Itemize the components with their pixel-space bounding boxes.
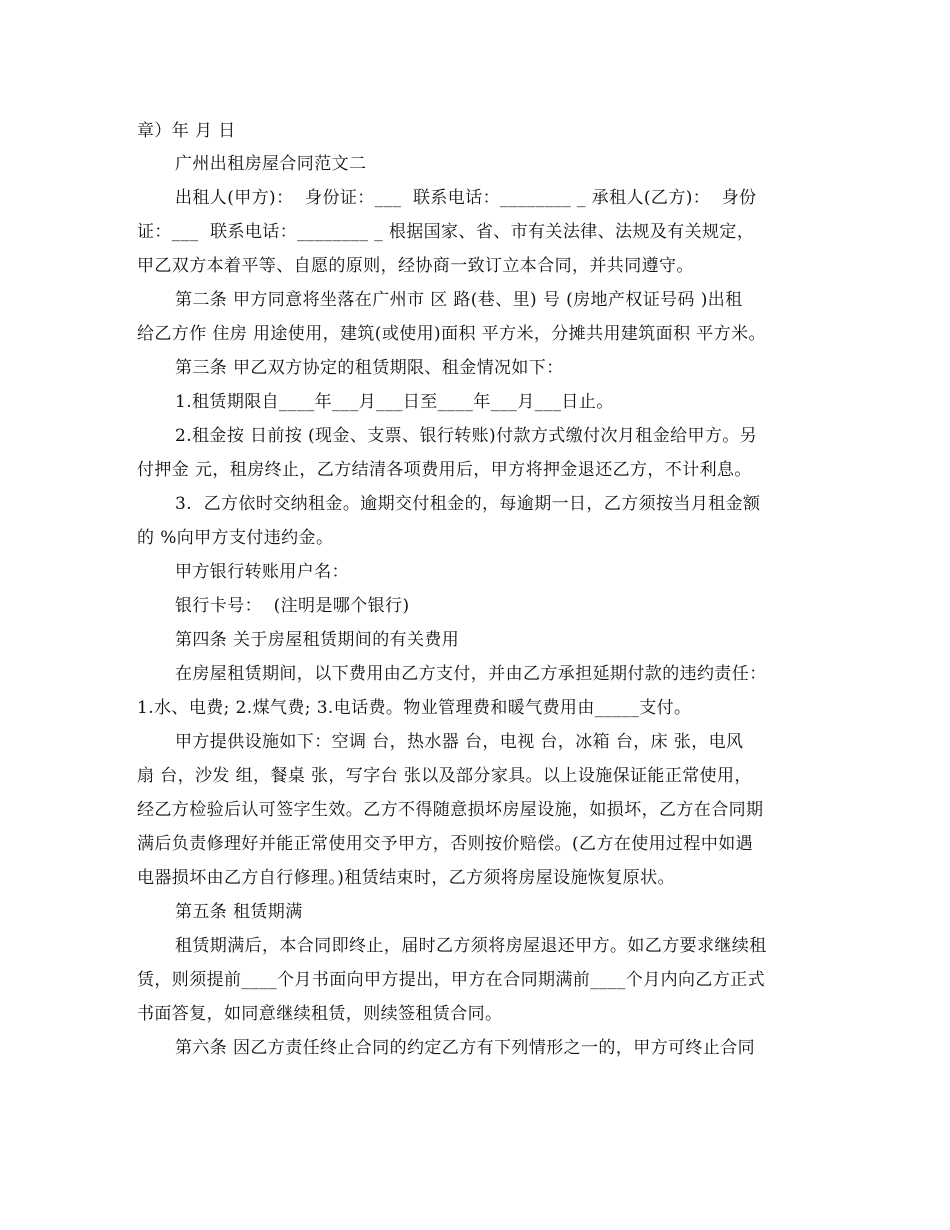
text-line: 银行卡号： (注明是哪个银行) [175,596,410,616]
text-line: 甲方银行转账用户名： [175,562,349,582]
text-line: 满后负责修理好并能正常使用交予甲方，否则按价赔偿。(乙方在使用过程中如遇 [137,834,754,854]
text-line: 章）年 月 日 [137,121,236,141]
text-line: 1.水、电费; 2.煤气费; 3.电话费。物业管理费和暖气费用由_____支付。 [137,698,692,718]
text-line: 书面答复，如同意继续租赁，则续签租赁合同。 [137,1004,503,1024]
text-line: 租赁期满后，本合同即终止，届时乙方须将房屋退还甲方。如乙方要求继续租 [175,936,767,956]
text-line: 1.租赁期限自____年___月___日至____年___月___日止。 [175,392,614,412]
text-line: 经乙方检验后认可签字生效。乙方不得随意损坏房屋设施，如损坏，乙方在合同期 [137,800,764,820]
clause-heading: 第四条 关于房屋租赁期间的有关费用 [175,630,460,650]
text-line: 在房屋租赁期间，以下费用由乙方支付，并由乙方承担延期付款的违约责任： [175,664,767,684]
clause-heading: 第三条 甲乙双方协定的租赁期限、租金情况如下： [175,358,564,378]
text-line: 的 %向甲方支付违约金。 [137,528,334,548]
text-line: 给乙方作 住房 用途使用，建筑(或使用)面积 平方米，分摊共用建筑面积 平方米。 [137,324,766,344]
text-line: 扇 台，沙发 组，餐桌 张，写字台 张以及部分家具。以上设施保证能正常使用， [137,766,752,786]
text-line: 2.租金按 日前按 (现金、支票、银行转账)付款方式缴付次月租金给甲方。另 [175,426,758,446]
text-line: 证：___ 联系电话：________ _ 根据国家、省、市有关法律、法规及有关规定， [137,222,755,242]
text-line: 赁，则须提前____个月书面向甲方提出，甲方在合同期满前____个月内向乙方正式 [137,970,765,990]
text-line: 付押金 元，租房终止，乙方结清各项费用后，甲方将押金退还乙方，不计利息。 [137,460,752,480]
text-line: 甲方提供设施如下：空调 台，热水器 台，电视 台，冰箱 台，床 张，电风 [175,732,744,752]
clause-heading: 第六条 因乙方责任终止合同的约定乙方有下列情形之一的，甲方可终止合同 [175,1038,756,1058]
clause-heading: 第五条 租赁期满 [175,902,303,922]
text-line: 3. 乙方依时交纳租金。逾期交付租金的，每逾期一日，乙方须按当月租金额 [175,494,761,514]
text-line: 电器损坏由乙方自行修理。)租赁结束时，乙方须将房屋设施恢复原状。 [137,868,675,888]
section-heading: 广州出租房屋合同范文二 [175,154,367,174]
text-line: 甲乙双方本着平等、自愿的原则，经协商一致订立本合同，并共同遵守。 [137,256,694,276]
clause-heading: 第二条 甲方同意将坐落在广州市 区 路(巷、里) 号 (房地产权证号码 )出租 [175,290,743,310]
text-line: 出租人(甲方)： 身份证：___ 联系电话：________ _ 承租人(乙方)： 身份 [175,188,757,208]
